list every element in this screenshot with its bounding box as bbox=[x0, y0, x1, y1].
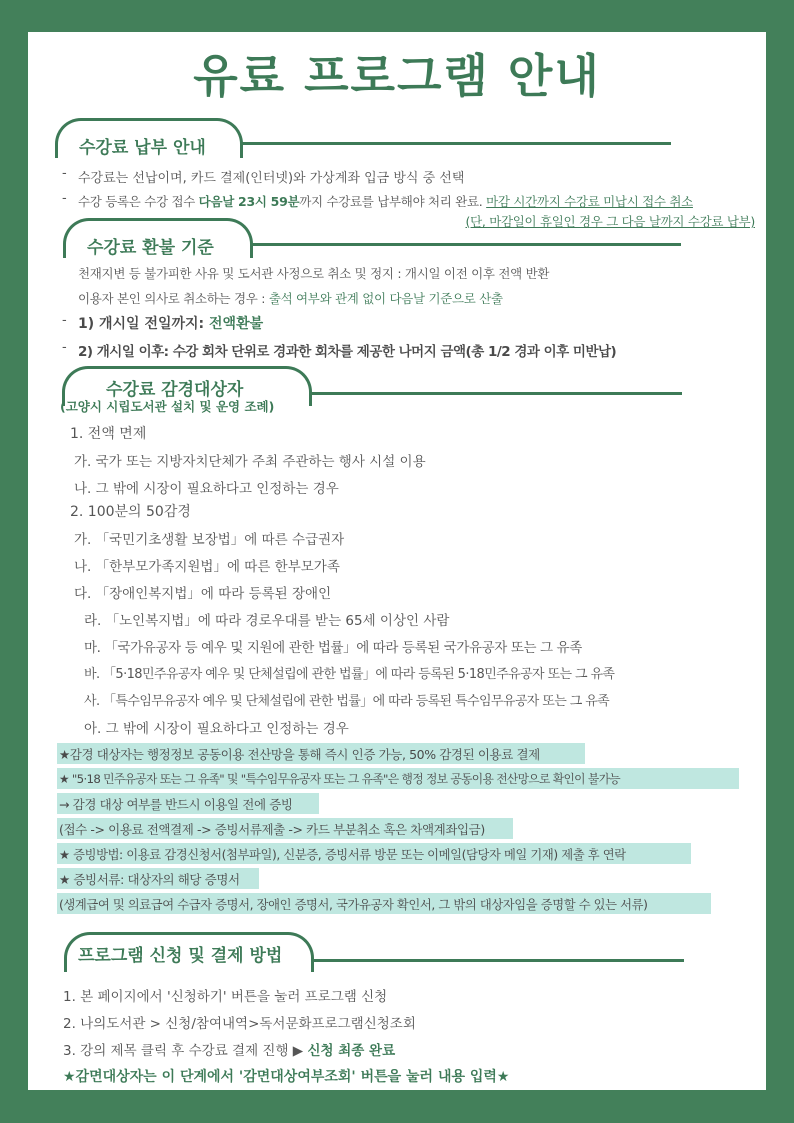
section-header-payment bbox=[55, 118, 675, 158]
reduction-line: 라. 「노인복지법」에 따라 경로우대를 받는 65세 이상인 사람 bbox=[84, 613, 450, 629]
section-rule bbox=[312, 959, 684, 962]
application-note: ★감면대상자는 이 단계에서 '감면대상여부조회' 버튼을 눌러 내용 입력★ bbox=[63, 1069, 510, 1085]
section-subheading: (고양시 시립도서관 설치 및 운영 조례) bbox=[60, 399, 275, 414]
bullet-dash: - bbox=[62, 313, 67, 328]
highlight-note: → 감경 대상 여부를 반드시 이용일 전에 증빙 bbox=[57, 793, 319, 814]
bullet-dash: - bbox=[62, 340, 67, 355]
text: 까지 수강료를 납부해야 처리 완료. bbox=[299, 194, 487, 209]
section-header-refund bbox=[63, 218, 683, 258]
page-title: 유료 프로그램 안내 bbox=[193, 49, 601, 103]
reduction-line: 바. 「5·18민주유공자 예우 및 단체설립에 관한 법률」에 따라 등록된 5·18민주유공자 또는 그 유족 bbox=[84, 667, 615, 682]
payment-item-1: 수강료는 선납이며, 카드 결제(인터넷)와 가상계좌 입금 방식 중 선택 bbox=[78, 171, 465, 186]
section-heading: 프로그램 신청 및 결제 방법 bbox=[78, 946, 283, 966]
section-heading: 수강료 감경대상자 bbox=[106, 380, 244, 400]
section-rule bbox=[310, 392, 682, 395]
deadline-text: 다음날 23시 59분 bbox=[198, 194, 300, 209]
text: 수강 등록은 수강 접수 bbox=[78, 194, 199, 209]
refund-basis: 출석 여부와 관계 없이 다음날 기준으로 산출 bbox=[268, 291, 503, 306]
final-complete: 신청 최종 완료 bbox=[307, 1043, 396, 1059]
refund-line-2 bbox=[78, 289, 503, 307]
application-step-1: 1. 본 페이지에서 '신청하기' 버튼을 눌러 프로그램 신청 bbox=[63, 989, 388, 1005]
highlight-note: (접수 -> 이용료 전액결제 -> 증빙서류제출 -> 카드 부분취소 혹은 차액계좌입금) bbox=[57, 818, 513, 839]
highlight-note: ★ "5·18 민주유공자 또는 그 유족" 및 "특수임무유공자 또는 그 유족"은 행정 정보 공동이용 전산망으로 확인이 불가능 bbox=[57, 768, 739, 789]
holiday-notice: (단, 마감일이 휴일인 경우 그 다음 날까지 수강료 납부) bbox=[465, 214, 755, 229]
cancel-notice: 마감 시간까지 수강료 미납시 접수 취소 bbox=[486, 194, 693, 209]
text: 3. 강의 제목 클릭 후 수강료 결제 진행 ▶ bbox=[63, 1043, 308, 1059]
text: 1) 개시일 전일까지: bbox=[78, 316, 210, 332]
text: 이용자 본인 의사로 취소하는 경우 : bbox=[78, 291, 269, 306]
bullet-dash: - bbox=[62, 166, 67, 181]
bullet-dash: - bbox=[62, 191, 67, 206]
section-heading: 수강료 환불 기준 bbox=[87, 238, 214, 258]
refund-line-1: 천재지변 등 불가피한 사유 및 도서관 사정으로 취소 및 정지 : 개시일 이전 이후 전액 반환 bbox=[78, 266, 550, 281]
highlight-note: ★감경 대상자는 행정정보 공동이용 전산망을 통해 즉시 인증 가능, 50% 감경된 이용료 결제 bbox=[57, 743, 585, 764]
refund-item-2: 2) 개시일 이후: 수강 회차 단위로 경과한 회차를 제공한 나머지 금액(총 1/2 경과 이후 미반납) bbox=[78, 344, 617, 360]
section-rule bbox=[241, 142, 671, 145]
section-rule bbox=[251, 243, 681, 246]
reduction-line: 나. 「한부모가족지원법」에 따른 한부모가족 bbox=[74, 559, 340, 575]
application-step-3 bbox=[63, 1039, 395, 1059]
reduction-line: 가. 국가 또는 지방자치단체가 주최 주관하는 행사 시설 이용 bbox=[74, 454, 426, 470]
refund-item-1 bbox=[78, 313, 263, 333]
highlight-note: ★ 증빙방법: 이용료 감경신청서(첨부파일), 신분증, 증빙서류 방문 또는 이메일(담당자 메일 기재) 제출 후 연락 bbox=[57, 843, 691, 864]
section-heading: 수강료 납부 안내 bbox=[79, 138, 206, 158]
reduction-line: 다. 「장애인복지법」에 따라 등록된 장애인 bbox=[74, 586, 332, 602]
payment-item-2 bbox=[78, 192, 693, 210]
highlight-note: (생계급여 및 의료급여 수급자 증명서, 장애인 증명서, 국가유공자 확인서, 그 밖의 대상자임을 증명할 수 있는 서류) bbox=[57, 893, 711, 914]
reduction-line: 사. 「특수임무유공자 예우 및 단체설립에 관한 법률」에 따라 등록된 특수임무유공자 또는 그 유족 bbox=[84, 694, 610, 709]
reduction-line: 2. 100분의 50감경 bbox=[70, 504, 191, 520]
reduction-line: 1. 전액 면제 bbox=[70, 426, 147, 442]
reduction-line: 아. 그 밖에 시장이 필요하다고 인정하는 경우 bbox=[84, 721, 349, 737]
reduction-line: 가. 「국민기초생활 보장법」에 따른 수급권자 bbox=[74, 532, 345, 548]
section-header-application bbox=[64, 932, 684, 972]
reduction-line: 나. 그 밖에 시장이 필요하다고 인정하는 경우 bbox=[74, 481, 339, 497]
application-step-2: 2. 나의도서관 > 신청/참여내역>독서문화프로그램신청조회 bbox=[63, 1016, 416, 1032]
highlight-note: ★ 증빙서류: 대상자의 해당 증명서 bbox=[57, 868, 259, 889]
reduction-line: 마. 「국가유공자 등 예우 및 지원에 관한 법률」에 따라 등록된 국가유공자 또는 그 유족 bbox=[84, 640, 582, 656]
full-refund: 전액환불 bbox=[209, 316, 264, 332]
